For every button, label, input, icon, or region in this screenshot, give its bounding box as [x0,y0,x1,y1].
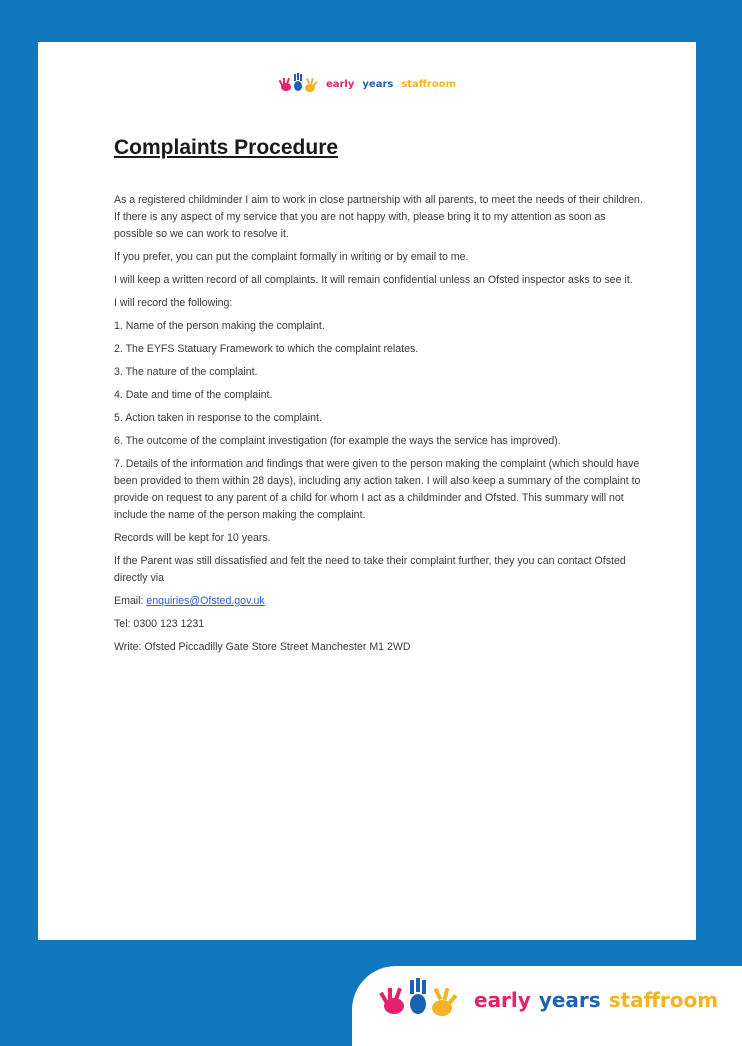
paragraph-escalation: If the Parent was still dissatisfied and felt the need to take their complaint further, they you can contact Ofsted directly via [114,555,626,584]
list-item: 6. The outcome of the complaint investigation (for example the ways the service has improved). [114,435,561,447]
document-page [38,42,696,940]
brand-word-early: early [474,988,531,1012]
list-item: 5. Action taken in response to the complaint. [114,412,322,424]
contact-email [114,593,644,610]
paragraph-intro: As a registered childminder I aim to work in close partnership with all parents, to meet the needs of their children. If there is any aspect of my service that you are not happy with, please bring it to my attention as soon as possible so we can work to resolve it. [114,194,643,240]
contact-address: Write: Ofsted Piccadilly Gate Store Street Manchester M1 2WD [114,641,411,653]
email-link[interactable]: enquiries@Ofsted.gov.uk [146,595,265,607]
list-item: 7. Details of the information and findings that were given to the person making the complaint (which should have been provided to them within 28 days), including any action taken. I will also keep a summary of the complaint to provide on request to any parent of a child for whom I act as a childminder and Ofsted. This summary will not include the name of the person making the complaint. [114,458,641,521]
brand-word-staffroom: staffroom [608,988,719,1012]
document-body [114,192,644,662]
brand-word-early: early [325,78,355,90]
header-logo [38,72,696,96]
paragraph-written-complaint: If you prefer, you can put the complaint formally in writing or by email to me. [114,251,469,263]
brand-word-staffroom: staffroom [401,78,457,90]
brand-word-years: years [538,988,601,1012]
contact-telephone: Tel: 0300 123 1231 [114,618,205,630]
paragraph-record-list-intro: I will record the following: [114,297,233,309]
hand-prints-icon [278,72,318,96]
footer-logo [370,972,718,1028]
list-item: 4. Date and time of the complaint. [114,389,273,401]
paragraph-retention: Records will be kept for 10 years. [114,532,271,544]
list-item: 3. The nature of the complaint. [114,366,258,378]
list-item: 1. Name of the person making the complaint. [114,320,325,332]
brand-word-years: years [362,78,394,90]
page-title: Complaints Procedure [114,136,339,159]
list-item: 2. The EYFS Statuary Framework to which the complaint relates. [114,343,419,355]
email-label: Email: [114,595,144,607]
paragraph-records: I will keep a written record of all complaints. It will remain confidential unless an Ofsted inspector asks to see it. [114,274,633,286]
hand-prints-icon [370,976,466,1024]
